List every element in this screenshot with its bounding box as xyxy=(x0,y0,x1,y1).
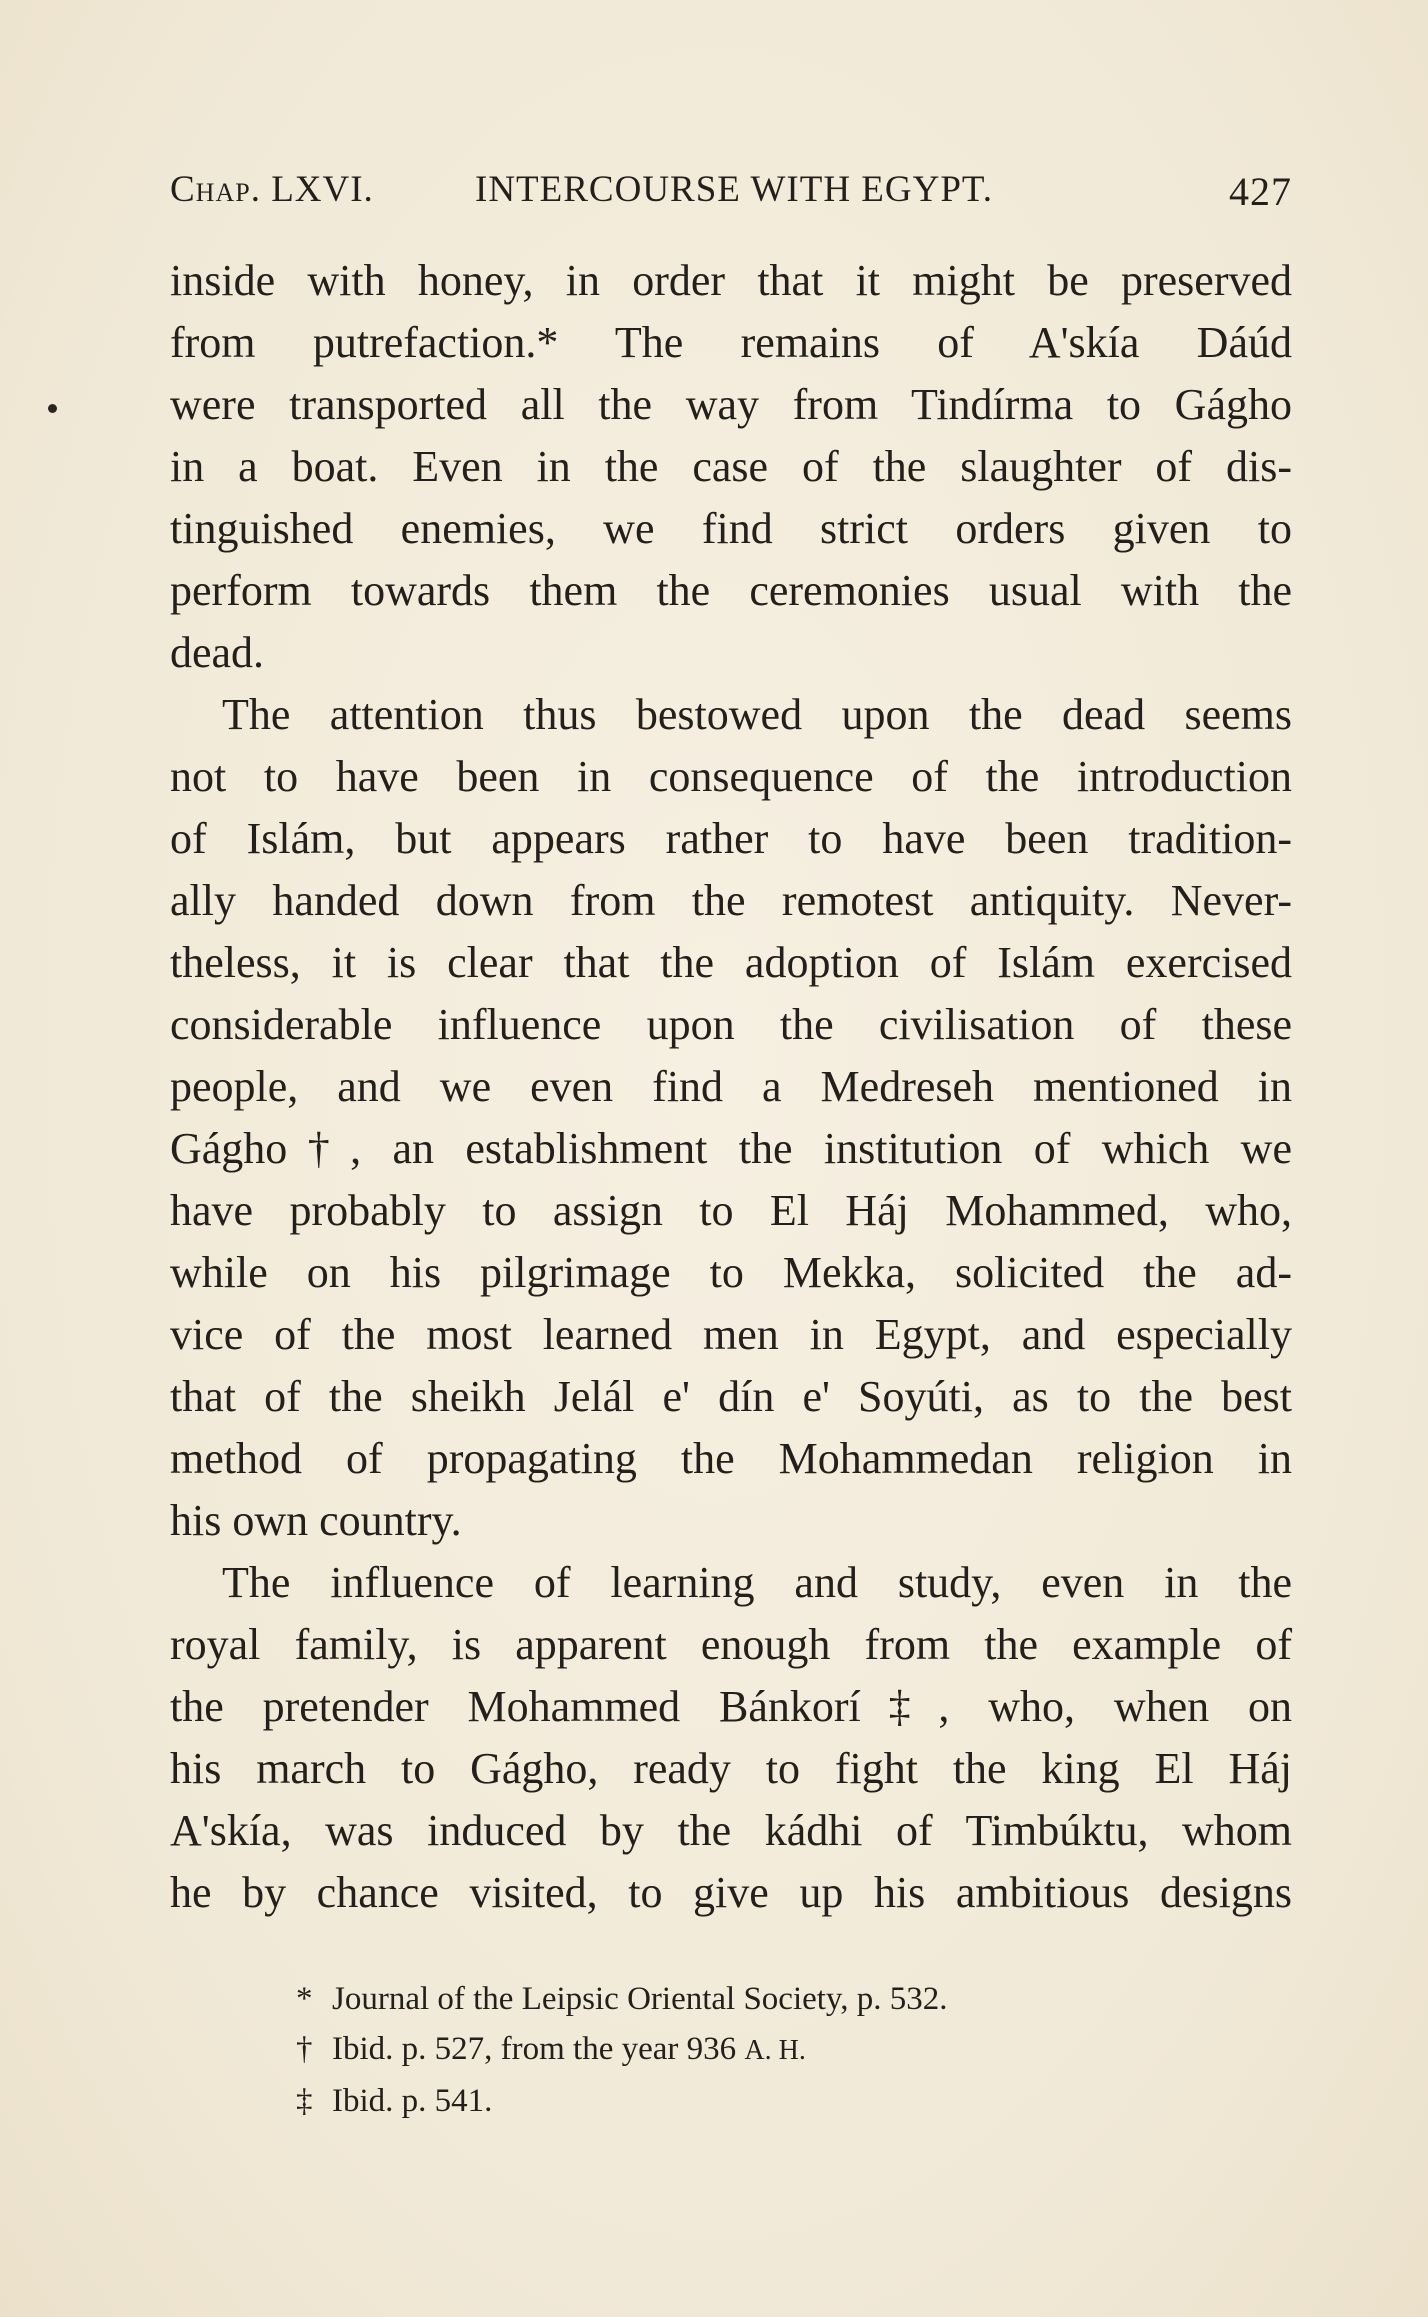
text-line: method of propagating the Mohammedan religion in xyxy=(170,1434,1292,1483)
page-number: 427 xyxy=(1229,169,1292,214)
footnote xyxy=(296,2024,1276,2076)
text-line: inside with honey, in order that it might be preserved xyxy=(170,256,1292,305)
text-line: his own country. xyxy=(170,1496,462,1545)
text-line: his march to Gágho, ready to fight the king El Háj xyxy=(170,1744,1292,1793)
footnote-mark: * xyxy=(296,1981,313,2017)
chapter-label: Chap. LXVI. xyxy=(170,169,374,210)
text-line: were transported all the way from Tindírma to Gágho xyxy=(170,380,1292,429)
text-line: perform towards them the ceremonies usual with the xyxy=(170,566,1292,615)
margin-dot-mark xyxy=(48,404,57,413)
text-line: The influence of learning and study, even in the xyxy=(222,1558,1292,1607)
footnote xyxy=(296,1974,1276,2024)
text-line: people, and we even find a Medreseh mentioned in xyxy=(170,1062,1292,1111)
footnote-text: Ibid. p. 541. xyxy=(332,2083,493,2119)
text-line: not to have been in consequence of the introduction xyxy=(170,752,1292,801)
running-title: INTERCOURSE WITH EGYPT. xyxy=(475,169,994,210)
text-line: theless, it is clear that the adoption of Islám exercised xyxy=(170,938,1292,987)
text-line: A'skía, was induced by the kádhi of Timbúktu, whom xyxy=(170,1806,1292,1855)
text-line: the pretender Mohammed Bánkorí‡, who, when on xyxy=(170,1682,1292,1731)
page-header xyxy=(170,168,1292,214)
text-line: considerable influence upon the civilisation of these xyxy=(170,1000,1292,1049)
text-line: have probably to assign to El Háj Mohammed, who, xyxy=(170,1186,1292,1235)
text-line: Gágho†, an establishment the institution of which we xyxy=(170,1124,1292,1173)
text-line: The attention thus bestowed upon the dead seems xyxy=(222,690,1292,739)
footnote xyxy=(296,2076,1276,2126)
body-text xyxy=(170,250,1292,1924)
text-line: vice of the most learned men in Egypt, and especially xyxy=(170,1310,1292,1359)
text-line: in a boat. Even in the case of the slaughter of dis- xyxy=(170,442,1292,491)
text-line: that of the sheikh Jelál e' dín e' Soyúti, as to the best xyxy=(170,1372,1292,1421)
footnote-era-abbrev: A. H. xyxy=(744,2035,806,2066)
text-line: he by chance visited, to give up his ambitious designs xyxy=(170,1868,1292,1917)
text-line: while on his pilgrimage to Mekka, solicited the ad- xyxy=(170,1248,1292,1297)
footnotes xyxy=(296,1974,1276,2126)
text-line: royal family, is apparent enough from the example of xyxy=(170,1620,1292,1669)
footnote-text: Journal of the Leipsic Oriental Society, p. 532. xyxy=(332,1981,948,2017)
text-line: tinguished enemies, we find strict orders given to xyxy=(170,504,1292,553)
footnote-text: Ibid. p. 527, from the year 936 xyxy=(332,2031,737,2067)
footnote-mark: † xyxy=(296,2031,313,2067)
text-line: of Islám, but appears rather to have been tradition- xyxy=(170,814,1292,863)
footnote-mark: ‡ xyxy=(296,2083,313,2119)
text-line: from putrefaction.* The remains of A'skía Dáúd xyxy=(170,318,1292,367)
text-line: dead. xyxy=(170,628,265,677)
text-line: ally handed down from the remotest antiquity. Never- xyxy=(170,876,1292,925)
